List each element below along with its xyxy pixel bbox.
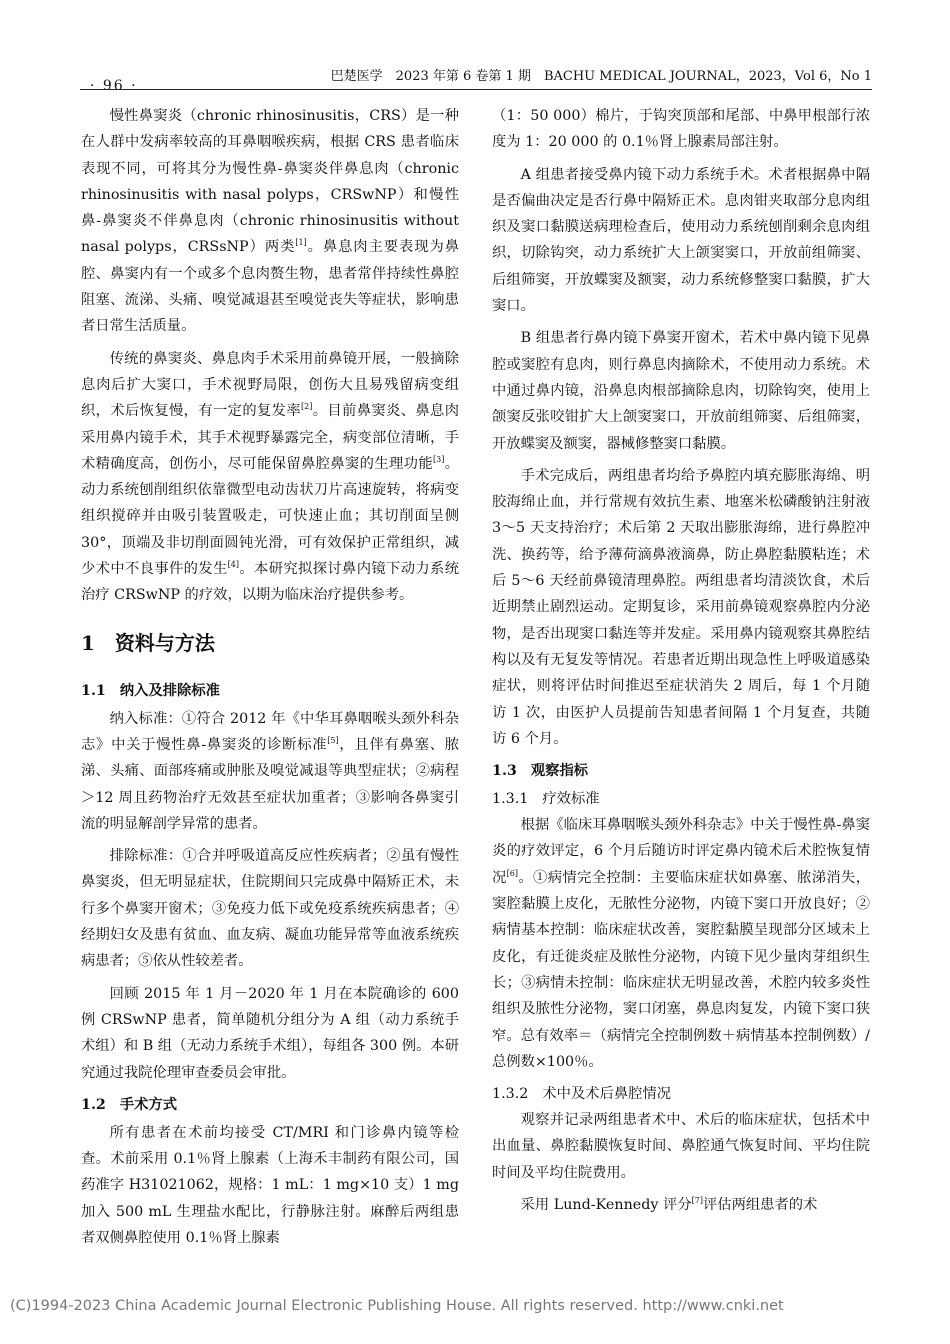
subsection-heading-1-3-2: 1.3.2 术中及术后鼻腔情况 — [492, 1086, 672, 1103]
citation-1[interactable]: [1] — [295, 238, 307, 248]
citation-4[interactable]: [4] — [227, 560, 240, 570]
intro-paragraph-2: 传统的鼻窦炎、鼻息肉手术采用前鼻镜开展，一般摘除息肉后扩大窦口，手术视野局限，创伤大且易残留病变组织，术后恢复慢，有一定的复发率[2]。目前鼻窦炎、鼻息肉采用鼻内镜手术，其手术视野暴露完全，病变部位清晰，手术精确度高，创伤小，尽可能保留鼻腔鼻窦的生理功能[3]。动力系统刨削组织依靠微型电动齿状刀片高速旋转，将病变组织搅碎并由吸引装置吸走，可快速止血；其切削面呈侧 30°，顶端及非切削面圆钝光滑，可有效保护正常组织，减少术中不良事件的发生[4]。本研究拟探讨鼻内镜下动力系统治疗 CRSwNP 的疗效，以期为临床治疗提供参考。 — [81, 350, 460, 604]
intro-paragraph-1: 慢性鼻窦炎（chronic rhinosinusitis，CRS）是一种在人群中发病率较高的耳鼻咽喉疾病，根据 CRS 患者临床表现不同，可将其分为慢性鼻-鼻窦炎伴鼻息肉（chronic rhinosinusitis with nasal polyps，CRSwNP）和慢性鼻-鼻窦炎不伴鼻息肉（chronic rhinosinusitis without nasal polyps，CRSsNP）两类[1]。鼻息肉主要表现为鼻腔、鼻窦内有一个或多个息肉赘生物，患者常伴持续性鼻腔阻塞、流涕、头痛、嗅觉减退甚至嗅觉丧失等症状，影响患者日常生活质量。 — [81, 108, 460, 335]
retrospective-paragraph: 回顾 2015 年 1 月－2020 年 1 月在本院确诊的 600 例 CRSwNP 患者，简单随机分组分为 A 组（动力系统手术组）和 B 组（无动力系统手术组），每组各 300 例。本研究通过我院伦理审查委员会审批。 — [81, 985, 459, 1081]
surgery-paragraph-continued: （1：50 000）棉片，于钩突顶部和尾部、中鼻甲根部行浓度为 1：20 000 的 0.1％肾上腺素局部注射。 — [492, 108, 870, 151]
citation-5[interactable]: [5] — [327, 736, 339, 746]
section-heading-1: 1 资料与方法 — [81, 630, 215, 655]
lund-kennedy-paragraph: 采用 Lund-Kennedy 评分[7]评估两组患者的术 — [520, 1196, 818, 1213]
subsection-heading-1-1: 1.1 纳入及排除标准 — [81, 682, 220, 699]
right-column — [492, 103, 870, 1224]
subsection-heading-1-3: 1.3 观察指标 — [492, 763, 589, 780]
left-column — [81, 103, 459, 1257]
subsection-heading-1-2: 1.2 手术方式 — [81, 1096, 178, 1113]
citation-7[interactable]: [7] — [691, 1196, 703, 1206]
exclusion-criteria: 排除标准：①合并呼吸道高反应性疾病者；②虽有慢性鼻窦炎，但无明显症状，住院期间只完成鼻中隔矫正术，未行多个鼻窦开窗术；③免疫力低下或免疫系统疾病患者；④经期妇女及患有贫血、血友病、凝血功能异常等血液系统疾病患者；⑤依从性较差者。 — [81, 848, 459, 970]
copyright-footer: (C)1994-2023 China Academic Journal Electronic Publishing House. All rights reserved. http://www.cnki.net — [10, 1298, 784, 1314]
journal-header: 巴楚医学 2023 年第 6 卷第 1 期 BACHU MEDICAL JOURNAL，2023，Vol 6，No 1 — [330, 69, 872, 84]
postoperative-paragraph: 手术完成后，两组患者均给予鼻腔内填充膨胀海绵、明胶海绵止血，并行常规有效抗生素、地塞米松磷酸钠注射液 3～5 天支持治疗；术后第 2 天取出膨胀海绵，进行鼻腔冲洗、换药等，给予薄荷滴鼻液滴鼻，防止鼻腔黏膜粘连；术后 5～6 天经前鼻镜清理鼻腔。两组患者均清淡饮食，术后近期禁止剧烈运动。定期复诊，采用前鼻镜观察鼻腔内分泌物，是否出现窦口黏连等并发症。采用鼻内镜观察其鼻腔结构以及有无复发等情况。若患者近期出现急性上呼吸道感染症状，则将评估时间推迟至症状消失 2 周后，每 1 个月随访 1 次，由医护人员提前告知患者间隔 1 个月复查，共随访 6 个月。 — [492, 467, 870, 747]
citation-3[interactable]: [3] — [433, 455, 445, 465]
inclusion-criteria: 纳入标准：①符合 2012 年《中华耳鼻咽喉头颈外科杂志》中关于慢性鼻-鼻窦炎的诊断标准[5]，且伴有鼻塞、脓涕、头痛、面部疼痛或肿胀及嗅觉减退等典型症状；②病程＞12 周且药物治疗无效甚至症状加重者；③影响各鼻窦引流的明显解剖学异常的患者。 — [81, 710, 459, 832]
subsection-heading-1-3-1: 1.3.1 疗效标准 — [492, 791, 600, 808]
citation-2[interactable]: [2] — [301, 402, 313, 412]
surgery-paragraph: 所有患者在术前均接受 CT/MRI 和门诊鼻内镜等检查。术前采用 0.1％肾上腺素（上海禾丰制药有限公司，国药准字 H31021062，规格：1 mL：1 mg×10 支）1 mg 加入 500 mL 生理盐水配比，行静脉注射。麻醉后两组患者双侧鼻腔使用 0.1％肾上腺素 — [81, 1124, 459, 1246]
citation-6[interactable]: [6] — [506, 868, 519, 878]
observation-paragraph: 观察并记录两组患者术中、术后的临床症状，包括术中出血量、鼻腔黏膜恢复时间、鼻腔通气恢复时间、平均住院时间及平均住院费用。 — [492, 1112, 870, 1181]
group-a-paragraph: A 组患者接受鼻内镜下动力系统手术。术者根据鼻中隔是否偏曲决定是否行鼻中隔矫正术。息肉钳夹取部分息肉组织及窦口黏膜送病理检查后，使用动力系统刨削剩余息肉组织，切除钩突，动力系统扩大上颌窦窦口，开放前组筛窦、后组筛窦，开放蝶窦及额窦，动力系统修整窦口黏膜，扩大窦口。 — [492, 166, 870, 315]
group-b-paragraph: B 组患者行鼻内镜下鼻窦开窗术，若术中鼻内镜下见鼻腔或窦腔有息肉，则行鼻息肉摘除术，不使用动力系统。术中通过鼻内镜，沿鼻息肉根部摘除息肉，切除钩突，使用上颌窦反张咬钳扩大上颌窦窦口，开放前组筛窦、后组筛窦，开放蝶窦及额窦，器械修整窦口黏膜。 — [492, 330, 870, 452]
page-number: · 96 · — [90, 78, 138, 94]
efficacy-paragraph: 根据《临床耳鼻咽喉头颈外科杂志》中关于慢性鼻-鼻窦炎的疗效评定，6 个月后随访时评定鼻内镜术后术腔恢复情况[6]。①病情完全控制：主要临床症状如鼻塞、脓涕消失，窦腔黏膜上皮化，无脓性分泌物，内镜下窦口开放良好；②病情基本控制：临床症状改善，窦腔黏膜呈现部分区域未上皮化，有迁徙炎症及脓性分泌物，内镜下见少量肉芽组织生长；③病情未控制：临床症状无明显改善，术腔内较多炎性组织及脓性分泌物，窦口闭塞，鼻息肉复发，内镜下窦口狭窄。总有效率＝（病情完全控制例数＋病情基本控制例数）/总例数×100％。 — [492, 817, 871, 1070]
header-rule — [80, 89, 872, 90]
